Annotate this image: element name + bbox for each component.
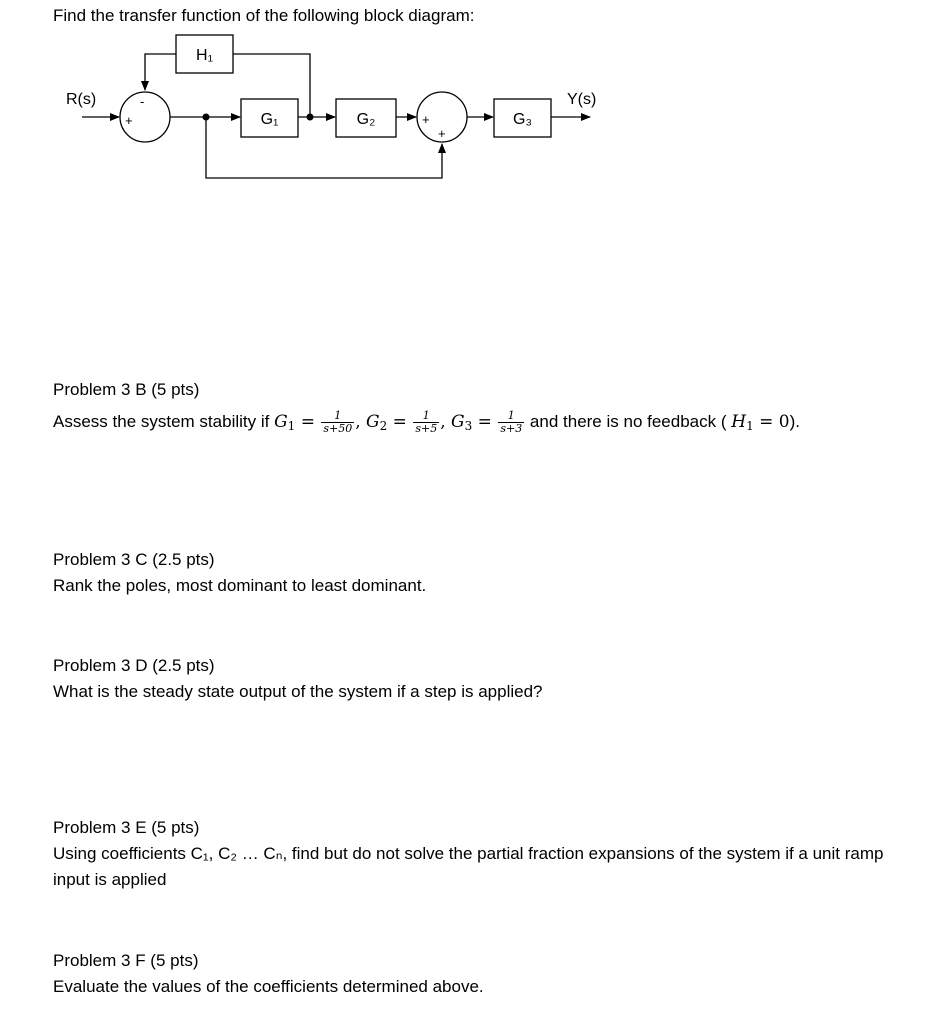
problem-d-title: Problem 3 D (2.5 pts) (53, 656, 215, 675)
block-g3-label: G₃ (513, 111, 532, 128)
g1-numerator: 1 (321, 410, 354, 423)
problem-b-text (53, 410, 800, 436)
g3-fraction (498, 410, 524, 435)
g3-equation: $G_3$ = $\frac{1}{s+3}$ (451, 409, 523, 435)
g3-numerator: 1 (498, 410, 524, 423)
g2-fraction (413, 410, 439, 435)
g1-fraction (321, 410, 354, 435)
g2-equation: $G_2$ = $\frac{1}{s+5}$ , (366, 409, 452, 435)
problem-f-title: Problem 3 F (5 pts) (53, 951, 199, 970)
h1-equation (731, 412, 789, 432)
g2-subscript: 2 (379, 419, 388, 433)
sum2-plus-sign-bottom: + (438, 126, 446, 141)
feedback-path-to-sum1 (145, 54, 176, 90)
g2-numerator: 1 (413, 410, 439, 423)
g3-subscript: 3 (464, 419, 473, 433)
sum2-plus-sign-left: + (422, 112, 430, 127)
g2-denominator: s+5 (415, 422, 438, 435)
g1-symbol: G (274, 412, 288, 432)
problem-f-text: Evaluate the values of the coefficients determined above. (53, 977, 484, 996)
h1-subscript: 1 (746, 419, 754, 433)
problem-b-suffix: ). (789, 412, 800, 431)
h1-value: = 0 (753, 412, 790, 432)
output-label: Y(s) (567, 91, 597, 108)
problem-b-prefix: Assess the system stability if (53, 412, 275, 431)
input-label: R(s) (66, 91, 97, 108)
problem-e-title: Problem 3 E (5 pts) (53, 818, 200, 837)
block-h1-label: H₁ (196, 47, 213, 64)
sum1-minus-sign: - (140, 94, 145, 109)
sum1-plus-sign: + (125, 113, 133, 128)
g3-denominator: s+3 (500, 422, 523, 435)
problem-b-title: Problem 3 B (5 pts) (53, 380, 200, 399)
g1-equation: $G_1$ = $\frac{1}{s+50}$ , (274, 409, 367, 435)
block-g1-label: G₁ (260, 111, 279, 128)
g1-subscript: 1 (287, 419, 296, 433)
g3-symbol: G (451, 412, 465, 432)
page-heading: Find the transfer function of the following block diagram: (53, 6, 475, 25)
problem-c-title: Problem 3 C (2.5 pts) (53, 550, 215, 569)
problem-e-text: Using coefficients C₁, C₂ … Cₙ, find but do not solve the partial fraction expansions of the system if a unit ramp input is applied (53, 844, 884, 889)
h1-symbol: H (731, 412, 747, 432)
problem-d-text: What is the steady state output of the system if a step is applied? (53, 682, 543, 701)
g1-denominator: s+50 (323, 422, 353, 435)
problem-b-middle: and there is no feedback ( (525, 412, 732, 431)
block-diagram (0, 0, 941, 200)
problem-c-text: Rank the poles, most dominant to least dominant. (53, 576, 427, 595)
block-g2-label: G₂ (356, 111, 376, 128)
g2-symbol: G (366, 412, 380, 432)
